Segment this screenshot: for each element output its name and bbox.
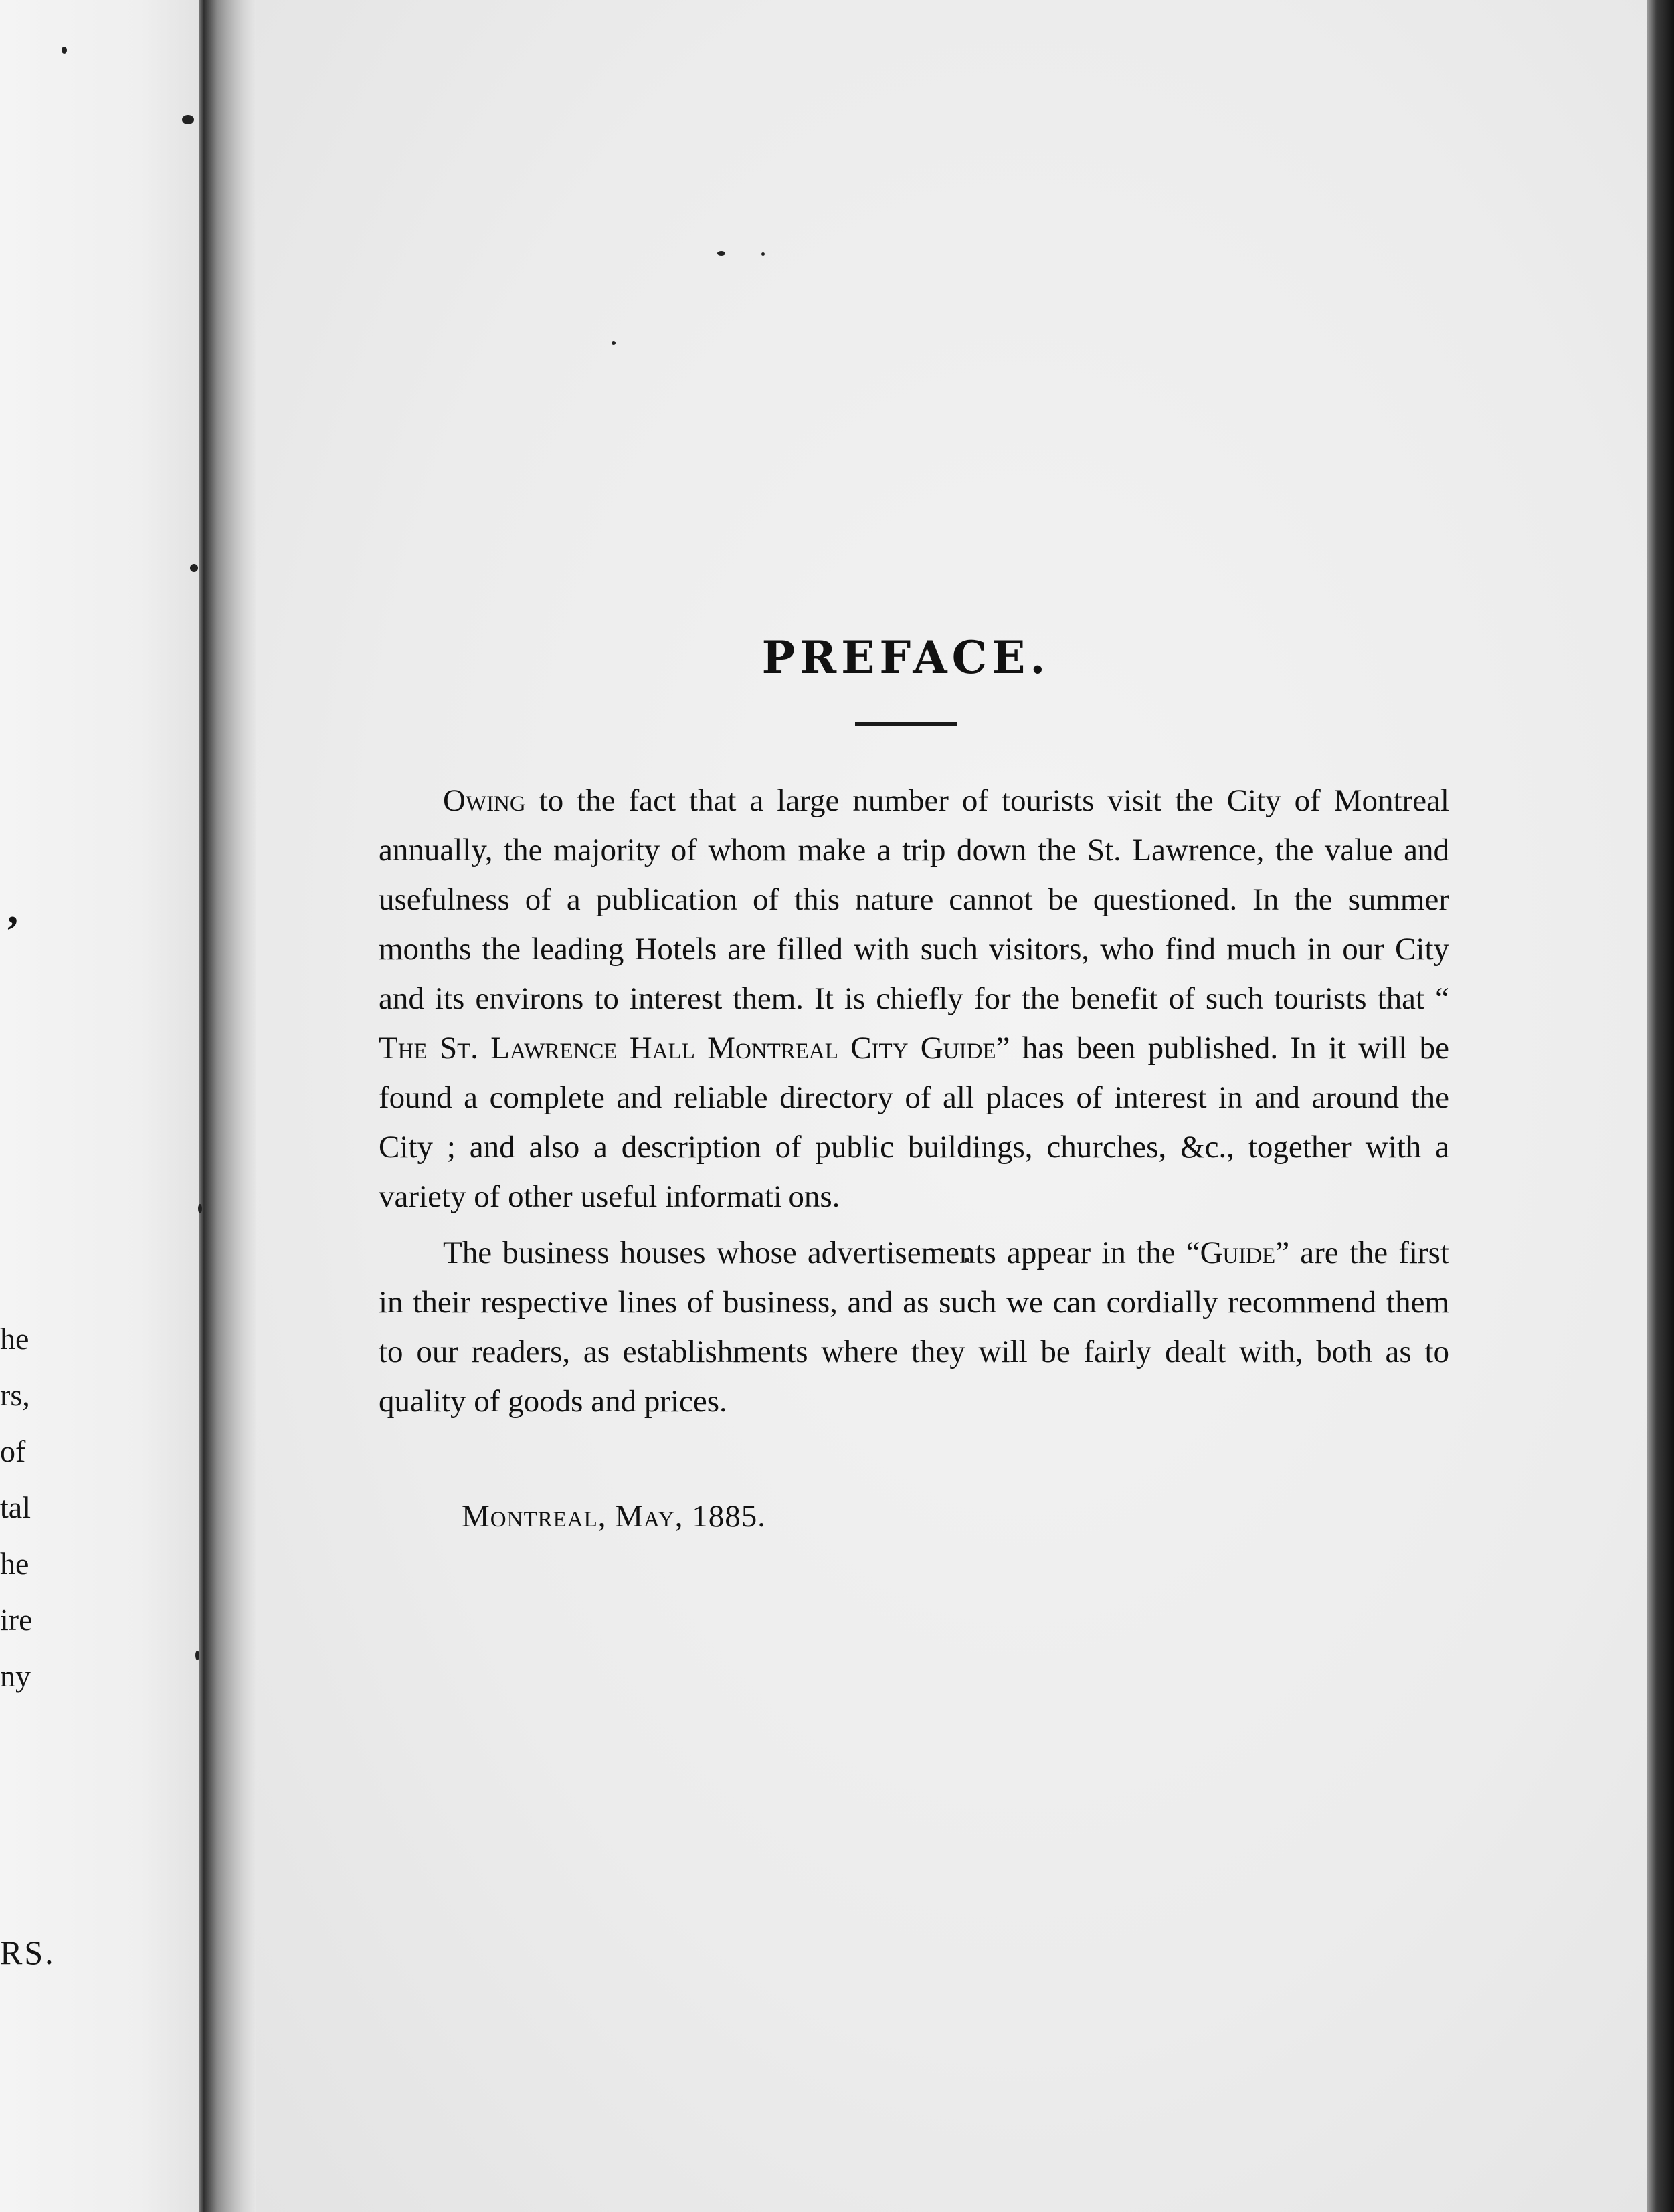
ink-speck (190, 564, 198, 572)
paragraph-text: ” are the first in their respective lines of business, and as such we can cordially recommend them to our readers, as establishments where they will be fairly dealt with, both as to quality of goods and prices. (379, 1235, 1449, 1419)
ink-speck (761, 252, 765, 256)
ink-speck (198, 1204, 202, 1213)
preface-paragraph-1 (379, 776, 1449, 1221)
left-page-comma: ’ (5, 907, 20, 954)
left-fragment: he (0, 1546, 29, 1581)
title-underline-rule (855, 722, 957, 726)
preface-paragraph-2 (379, 1228, 1449, 1426)
preface-body (379, 776, 1449, 1433)
paragraph-text: to the fact that a large number of tourists visit the City of Montreal annually, the majority of whom make a trip down the St. Lawrence, the value and usefulness of a publication of this nature cannot be questioned. In the summer months the leading Hotels are filled with such visitors, who find much in our City and its environs to interest them. It is chiefly for the benefit of such tourists that “ (379, 783, 1449, 1016)
ink-speck (612, 341, 616, 345)
dateline: Montreal, May, 1885. (462, 1499, 766, 1534)
left-fragment: ire (0, 1603, 33, 1637)
paragraph-lead-word: Owing (443, 783, 526, 818)
left-fragment: he (0, 1322, 29, 1356)
page-title: PREFACE. (761, 631, 1050, 684)
ink-speck (62, 47, 67, 54)
left-facing-page (0, 0, 201, 2212)
left-fragment: of (0, 1434, 26, 1468)
ink-speck (195, 1651, 199, 1660)
page-right-edge (1647, 0, 1674, 2212)
guide-title: The St. Lawrence Hall Montreal City Guide (379, 1031, 996, 1066)
left-page-footer-fragment: RS. (0, 1934, 56, 1971)
left-fragment: rs, (0, 1378, 30, 1412)
left-page-text-fragments (0, 1311, 60, 1704)
left-fragment: tal (0, 1490, 31, 1524)
paragraph-text: The business houses whose advertisements appear in the “ (443, 1235, 1200, 1270)
guide-short-title: Guide (1200, 1235, 1276, 1270)
ink-speck (182, 115, 194, 124)
left-fragment: ny (0, 1659, 31, 1693)
book-spine-gutter (199, 0, 256, 2212)
ink-speck (717, 251, 725, 256)
paragraph-text: ” has been published. In it will be found a complete and reliable directory of all places of interest in and around the City ; and also a description of public buildings, churches, &c., together with a variety of other useful informati ons. (379, 1031, 1449, 1214)
